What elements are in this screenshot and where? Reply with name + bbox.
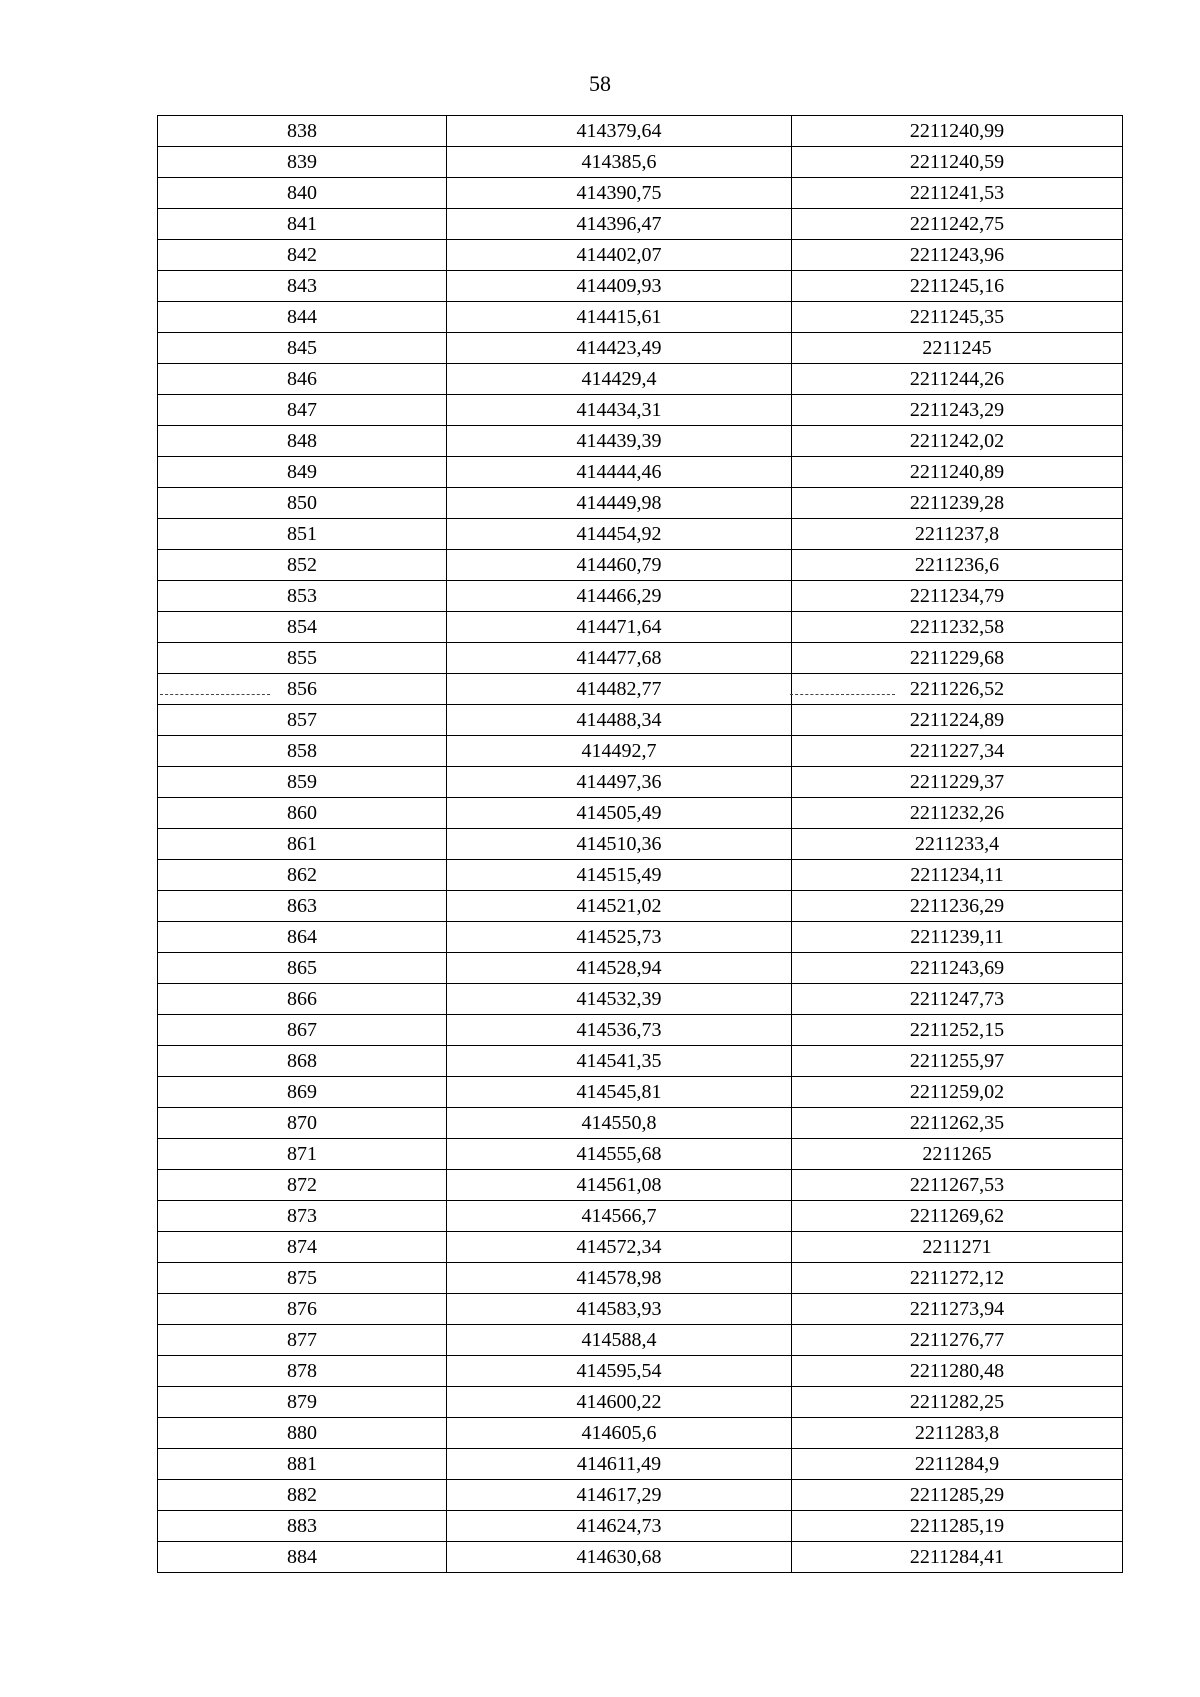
table-row [158,674,1123,705]
y-coordinate-cell: 2211229,68 [792,643,1123,674]
table-row [158,1511,1123,1542]
y-coordinate-cell: 2211259,02 [792,1077,1123,1108]
table-row [158,798,1123,829]
table-row [158,1325,1123,1356]
point-number-cell: 884 [158,1542,447,1573]
y-coordinate-cell: 2211240,89 [792,457,1123,488]
point-number-cell: 845 [158,333,447,364]
point-number-cell: 867 [158,1015,447,1046]
point-number-cell: 878 [158,1356,447,1387]
point-number-cell: 870 [158,1108,447,1139]
y-coordinate-cell: 2211269,62 [792,1201,1123,1232]
x-coordinate-cell: 414521,02 [447,891,792,922]
y-coordinate-cell: 2211262,35 [792,1108,1123,1139]
y-coordinate-cell: 2211243,96 [792,240,1123,271]
y-coordinate-cell: 2211283,8 [792,1418,1123,1449]
point-number-cell: 873 [158,1201,447,1232]
x-coordinate-cell: 414439,39 [447,426,792,457]
point-number-cell: 882 [158,1480,447,1511]
x-coordinate-cell: 414415,61 [447,302,792,333]
y-coordinate-cell: 2211236,6 [792,550,1123,581]
table-row [158,1139,1123,1170]
table-row [158,1201,1123,1232]
point-number-cell: 843 [158,271,447,302]
y-coordinate-cell: 2211276,77 [792,1325,1123,1356]
table-row [158,953,1123,984]
x-coordinate-cell: 414536,73 [447,1015,792,1046]
point-number-cell: 863 [158,891,447,922]
table-row [158,1170,1123,1201]
y-coordinate-cell: 2211267,53 [792,1170,1123,1201]
table-row [158,209,1123,240]
y-coordinate-cell: 2211252,15 [792,1015,1123,1046]
y-coordinate-cell: 2211242,75 [792,209,1123,240]
x-coordinate-cell: 414600,22 [447,1387,792,1418]
point-number-cell: 848 [158,426,447,457]
table-row [158,519,1123,550]
y-coordinate-cell: 2211232,58 [792,612,1123,643]
point-number-cell: 840 [158,178,447,209]
table-row [158,395,1123,426]
x-coordinate-cell: 414566,7 [447,1201,792,1232]
table-row [158,426,1123,457]
y-coordinate-cell: 2211233,4 [792,829,1123,860]
y-coordinate-cell: 2211224,89 [792,705,1123,736]
coordinates-table-body [158,116,1123,1573]
x-coordinate-cell: 414630,68 [447,1542,792,1573]
point-number-cell: 842 [158,240,447,271]
table-row [158,736,1123,767]
x-coordinate-cell: 414488,34 [447,705,792,736]
point-number-cell: 859 [158,767,447,798]
y-coordinate-cell: 2211242,02 [792,426,1123,457]
y-coordinate-cell: 2211227,34 [792,736,1123,767]
x-coordinate-cell: 414605,6 [447,1418,792,1449]
table-row [158,271,1123,302]
point-number-cell: 856 [158,674,447,705]
table-row [158,829,1123,860]
point-number-cell: 874 [158,1232,447,1263]
y-coordinate-cell: 2211284,41 [792,1542,1123,1573]
x-coordinate-cell: 414505,49 [447,798,792,829]
table-row [158,147,1123,178]
y-coordinate-cell: 2211272,12 [792,1263,1123,1294]
x-coordinate-cell: 414466,29 [447,581,792,612]
x-coordinate-cell: 414444,46 [447,457,792,488]
x-coordinate-cell: 414396,47 [447,209,792,240]
y-coordinate-cell: 2211234,11 [792,860,1123,891]
x-coordinate-cell: 414423,49 [447,333,792,364]
x-coordinate-cell: 414471,64 [447,612,792,643]
x-coordinate-cell: 414561,08 [447,1170,792,1201]
table-row [158,457,1123,488]
table-row [158,1418,1123,1449]
y-coordinate-cell: 2211255,97 [792,1046,1123,1077]
table-row [158,1294,1123,1325]
x-coordinate-cell: 414434,31 [447,395,792,426]
x-coordinate-cell: 414528,94 [447,953,792,984]
point-number-cell: 855 [158,643,447,674]
x-coordinate-cell: 414390,75 [447,178,792,209]
x-coordinate-cell: 414617,29 [447,1480,792,1511]
x-coordinate-cell: 414510,36 [447,829,792,860]
x-coordinate-cell: 414429,4 [447,364,792,395]
point-number-cell: 846 [158,364,447,395]
table-row [158,705,1123,736]
x-coordinate-cell: 414550,8 [447,1108,792,1139]
y-coordinate-cell: 2211285,19 [792,1511,1123,1542]
x-coordinate-cell: 414482,77 [447,674,792,705]
point-number-cell: 849 [158,457,447,488]
y-coordinate-cell: 2211240,99 [792,116,1123,147]
y-coordinate-cell: 2211245,16 [792,271,1123,302]
point-number-cell: 841 [158,209,447,240]
x-coordinate-cell: 414525,73 [447,922,792,953]
y-coordinate-cell: 2211232,26 [792,798,1123,829]
y-coordinate-cell: 2211234,79 [792,581,1123,612]
table-row [158,643,1123,674]
table-row [158,1232,1123,1263]
table-row [158,1263,1123,1294]
x-coordinate-cell: 414572,34 [447,1232,792,1263]
x-coordinate-cell: 414545,81 [447,1077,792,1108]
x-coordinate-cell: 414541,35 [447,1046,792,1077]
page-number: 58 [589,71,611,96]
point-number-cell: 861 [158,829,447,860]
table-row [158,767,1123,798]
x-coordinate-cell: 414532,39 [447,984,792,1015]
x-coordinate-cell: 414595,54 [447,1356,792,1387]
table-row [158,1480,1123,1511]
y-coordinate-cell: 2211226,52 [792,674,1123,705]
y-coordinate-cell: 2211285,29 [792,1480,1123,1511]
x-coordinate-cell: 414477,68 [447,643,792,674]
y-coordinate-cell: 2211236,29 [792,891,1123,922]
point-number-cell: 872 [158,1170,447,1201]
y-coordinate-cell: 2211239,11 [792,922,1123,953]
y-coordinate-cell: 2211271 [792,1232,1123,1263]
y-coordinate-cell: 2211280,48 [792,1356,1123,1387]
x-coordinate-cell: 414555,68 [447,1139,792,1170]
table-row [158,1542,1123,1573]
table-row [158,116,1123,147]
table-row [158,1356,1123,1387]
table-row [158,984,1123,1015]
x-coordinate-cell: 414578,98 [447,1263,792,1294]
point-number-cell: 852 [158,550,447,581]
table-row [158,364,1123,395]
x-coordinate-cell: 414588,4 [447,1325,792,1356]
x-coordinate-cell: 414624,73 [447,1511,792,1542]
point-number-cell: 851 [158,519,447,550]
point-number-cell: 862 [158,860,447,891]
table-row [158,333,1123,364]
table-row [158,1077,1123,1108]
point-number-cell: 868 [158,1046,447,1077]
table-row [158,891,1123,922]
y-coordinate-cell: 2211237,8 [792,519,1123,550]
point-number-cell: 860 [158,798,447,829]
dashed-mark-left [160,694,270,695]
x-coordinate-cell: 414583,93 [447,1294,792,1325]
point-number-cell: 839 [158,147,447,178]
point-number-cell: 869 [158,1077,447,1108]
point-number-cell: 864 [158,922,447,953]
y-coordinate-cell: 2211229,37 [792,767,1123,798]
table-row [158,860,1123,891]
x-coordinate-cell: 414515,49 [447,860,792,891]
x-coordinate-cell: 414460,79 [447,550,792,581]
coordinates-table [157,115,1123,1573]
point-number-cell: 875 [158,1263,447,1294]
point-number-cell: 844 [158,302,447,333]
y-coordinate-cell: 2211282,25 [792,1387,1123,1418]
x-coordinate-cell: 414497,36 [447,767,792,798]
point-number-cell: 857 [158,705,447,736]
point-number-cell: 880 [158,1418,447,1449]
y-coordinate-cell: 2211243,29 [792,395,1123,426]
table-row [158,581,1123,612]
dashed-mark-middle [790,694,895,695]
table-row [158,1108,1123,1139]
y-coordinate-cell: 2211265 [792,1139,1123,1170]
y-coordinate-cell: 2211241,53 [792,178,1123,209]
table-row [158,488,1123,519]
y-coordinate-cell: 2211239,28 [792,488,1123,519]
point-number-cell: 838 [158,116,447,147]
point-number-cell: 879 [158,1387,447,1418]
table-row [158,302,1123,333]
y-coordinate-cell: 2211247,73 [792,984,1123,1015]
point-number-cell: 865 [158,953,447,984]
point-number-cell: 881 [158,1449,447,1480]
point-number-cell: 854 [158,612,447,643]
table-row [158,1015,1123,1046]
table-row [158,550,1123,581]
point-number-cell: 876 [158,1294,447,1325]
x-coordinate-cell: 414492,7 [447,736,792,767]
x-coordinate-cell: 414402,07 [447,240,792,271]
point-number-cell: 883 [158,1511,447,1542]
table-row [158,1046,1123,1077]
point-number-cell: 850 [158,488,447,519]
point-number-cell: 877 [158,1325,447,1356]
point-number-cell: 866 [158,984,447,1015]
y-coordinate-cell: 2211284,9 [792,1449,1123,1480]
y-coordinate-cell: 2211245,35 [792,302,1123,333]
table-row [158,178,1123,209]
y-coordinate-cell: 2211243,69 [792,953,1123,984]
table-row [158,240,1123,271]
x-coordinate-cell: 414385,6 [447,147,792,178]
table-row [158,1449,1123,1480]
point-number-cell: 853 [158,581,447,612]
table-row [158,1387,1123,1418]
y-coordinate-cell: 2211245 [792,333,1123,364]
x-coordinate-cell: 414449,98 [447,488,792,519]
x-coordinate-cell: 414379,64 [447,116,792,147]
x-coordinate-cell: 414611,49 [447,1449,792,1480]
y-coordinate-cell: 2211273,94 [792,1294,1123,1325]
x-coordinate-cell: 414454,92 [447,519,792,550]
table-row [158,612,1123,643]
point-number-cell: 871 [158,1139,447,1170]
table-row [158,922,1123,953]
point-number-cell: 858 [158,736,447,767]
y-coordinate-cell: 2211244,26 [792,364,1123,395]
point-number-cell: 847 [158,395,447,426]
y-coordinate-cell: 2211240,59 [792,147,1123,178]
x-coordinate-cell: 414409,93 [447,271,792,302]
